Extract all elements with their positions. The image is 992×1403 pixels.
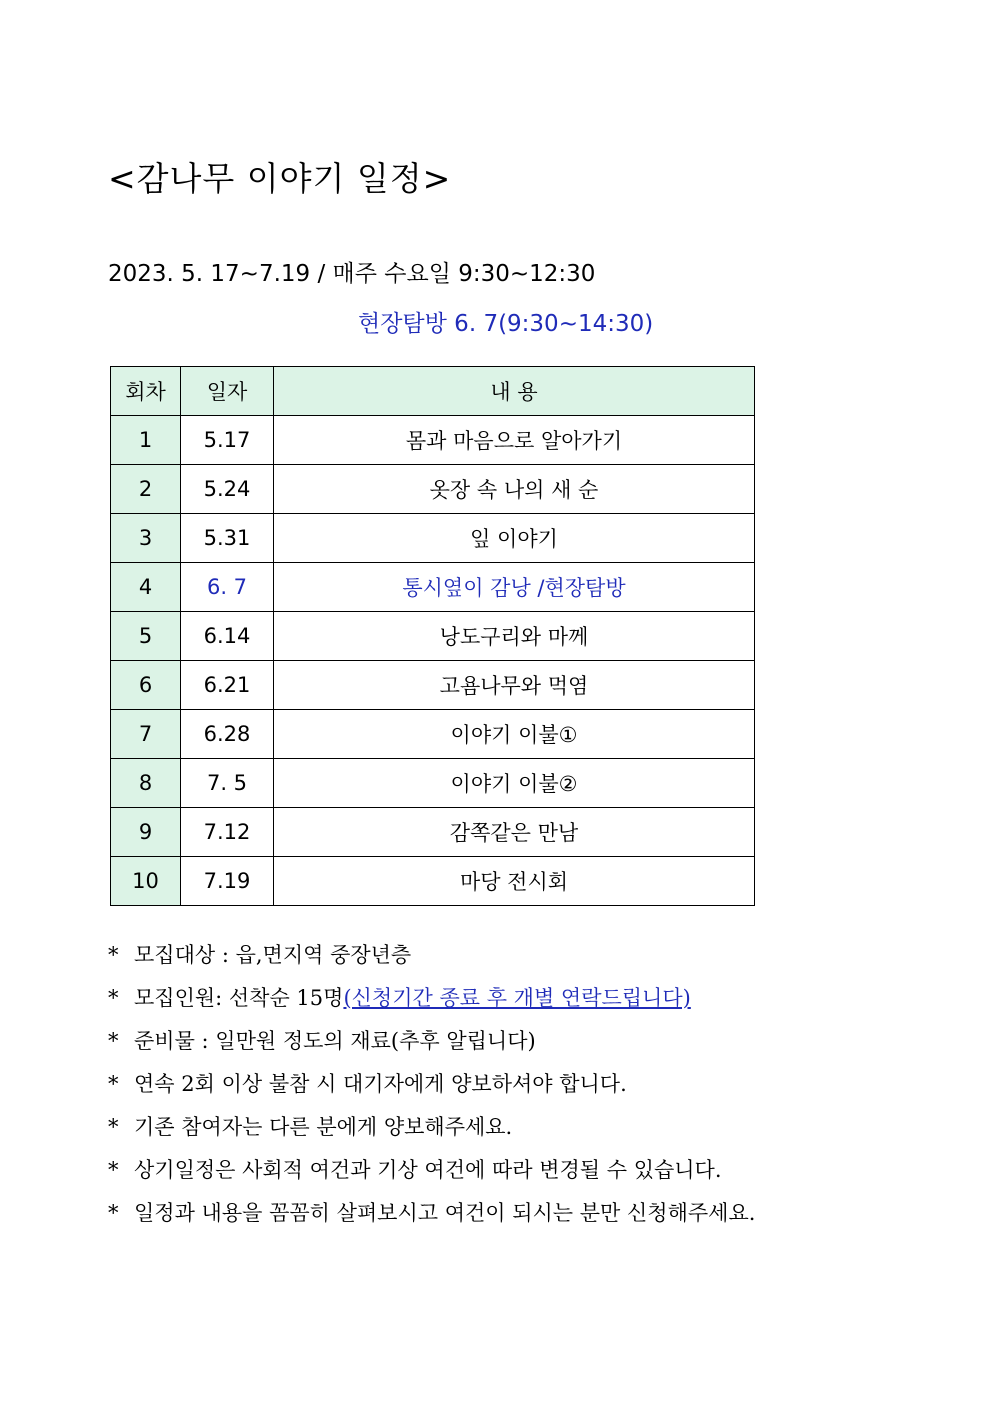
- bullet-asterisk: *: [108, 1115, 119, 1139]
- notice-text: 모집대상 : 읍,면지역 중장년층: [134, 943, 412, 967]
- bullet-asterisk: *: [108, 943, 119, 967]
- table-row: [111, 612, 755, 661]
- header-date: 일자: [181, 367, 274, 416]
- session-date: 5.24: [181, 465, 274, 514]
- session-content: 마당 전시회: [274, 857, 755, 906]
- notice-target: [108, 934, 755, 977]
- session-number: 4: [111, 563, 181, 612]
- session-number: 5: [111, 612, 181, 661]
- session-date: 6.14: [181, 612, 274, 661]
- notice-schedule-change: [108, 1149, 755, 1192]
- notice-absence: [108, 1063, 755, 1106]
- notice-text: 기존 참여자는 다른 분에게 양보해주세요.: [134, 1115, 513, 1139]
- session-number: 9: [111, 808, 181, 857]
- table-row: [111, 759, 755, 808]
- table-header-row: [111, 367, 755, 416]
- session-number: 1: [111, 416, 181, 465]
- session-date: 5.17: [181, 416, 274, 465]
- session-content: 옷장 속 나의 새 순: [274, 465, 755, 514]
- table-row: [111, 514, 755, 563]
- session-content: 낭도구리와 마께: [274, 612, 755, 661]
- session-number: 10: [111, 857, 181, 906]
- session-content: 몸과 마음으로 알아가기: [274, 416, 755, 465]
- schedule-period: 2023. 5. 17~7.19 / 매주 수요일 9:30~12:30: [108, 261, 596, 287]
- header-content: 내 용: [274, 367, 755, 416]
- schedule-table: [110, 366, 755, 906]
- notice-text: 준비물 : 일만원 정도의 재료(추후 알립니다): [134, 1029, 536, 1053]
- bullet-asterisk: *: [108, 986, 119, 1010]
- session-date: 7.19: [181, 857, 274, 906]
- table-row: [111, 808, 755, 857]
- table-row: [111, 857, 755, 906]
- session-content: 통시옆이 감낭 /현장탐방: [274, 563, 755, 612]
- table-row: [111, 465, 755, 514]
- bullet-asterisk: *: [108, 1029, 119, 1053]
- notice-list: [108, 934, 755, 1235]
- session-date: 6.28: [181, 710, 274, 759]
- session-date: 6. 7: [181, 563, 274, 612]
- session-content: 잎 이야기: [274, 514, 755, 563]
- notice-text: 상기일정은 사회적 여건과 기상 여건에 따라 변경될 수 있습니다.: [134, 1158, 722, 1182]
- session-content: 감쪽같은 만남: [274, 808, 755, 857]
- table-row-field-trip: [111, 563, 755, 612]
- notice-recruit: [108, 977, 755, 1020]
- page-title: <감나무 이야기 일정>: [108, 159, 452, 198]
- field-trip-info: 현장탐방 6. 7(9:30~14:30): [358, 311, 654, 337]
- contact-notice-link[interactable]: (신청기간 종료 후 개별 연락드립니다): [343, 986, 691, 1010]
- session-content: 고욤나무와 먹염: [274, 661, 755, 710]
- session-number: 3: [111, 514, 181, 563]
- session-content: 이야기 이불②: [274, 759, 755, 808]
- notice-check: [108, 1192, 755, 1235]
- session-content: 이야기 이불①: [274, 710, 755, 759]
- session-date: 7.12: [181, 808, 274, 857]
- table-row: [111, 416, 755, 465]
- bullet-asterisk: *: [108, 1158, 119, 1182]
- bullet-asterisk: *: [108, 1201, 119, 1225]
- notice-previous-participants: [108, 1106, 755, 1149]
- session-number: 7: [111, 710, 181, 759]
- session-date: 5.31: [181, 514, 274, 563]
- session-number: 8: [111, 759, 181, 808]
- notice-materials: [108, 1020, 755, 1063]
- bullet-asterisk: *: [108, 1072, 119, 1096]
- notice-text: 일정과 내용을 꼼꼼히 살펴보시고 여건이 되시는 분만 신청해주세요.: [134, 1201, 756, 1225]
- session-date: 7. 5: [181, 759, 274, 808]
- header-session: 회차: [111, 367, 181, 416]
- notice-text: 모집인원: 선착순 15명: [134, 986, 344, 1010]
- table-row: [111, 661, 755, 710]
- table-row: [111, 710, 755, 759]
- notice-text: 연속 2회 이상 불참 시 대기자에게 양보하셔야 합니다.: [134, 1072, 627, 1096]
- session-number: 2: [111, 465, 181, 514]
- session-number: 6: [111, 661, 181, 710]
- session-date: 6.21: [181, 661, 274, 710]
